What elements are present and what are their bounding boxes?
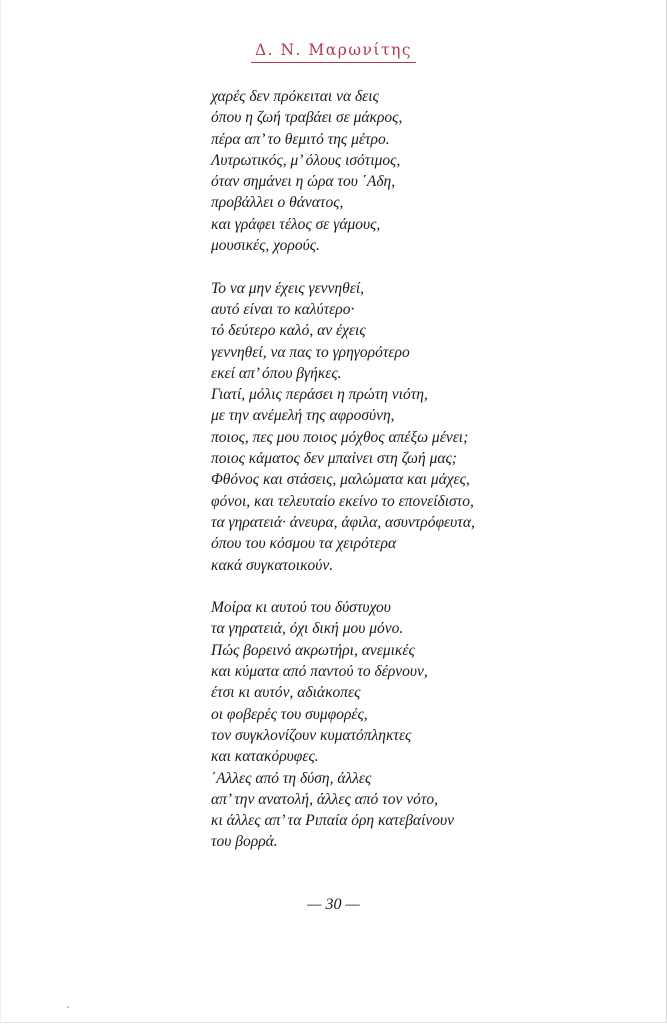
poem-line: Λυτρωτικός, μ’ όλους ισότιμος, bbox=[211, 151, 401, 169]
poem-line: προβάλλει ο θάνατος, bbox=[211, 194, 344, 212]
poem-line: τό δεύτερο καλό, αν έχεις bbox=[211, 322, 366, 340]
poem-line: όπου η ζωή τραβάει σε μάκρος, bbox=[211, 109, 403, 127]
poem-line: τα γηρατειά, όχι δική μου μόνο. bbox=[211, 620, 404, 638]
page-number: — 30 — bbox=[307, 896, 360, 913]
poem-line: χαρές δεν πρόκειται να δεις bbox=[211, 88, 379, 105]
poem-line: του βορρά. bbox=[211, 833, 278, 851]
poem-body bbox=[211, 86, 651, 853]
poem-line: με την ανέμελή της αφροσύνη, bbox=[211, 407, 395, 425]
poem-line: ποιος κάματος δεν μπαίνει στη ζωή μας; bbox=[211, 450, 457, 468]
poem-line: Φθόνος και στάσεις, μαλώματα και μάχες, bbox=[211, 471, 470, 489]
poem-line: εκεί απ’ όπου βγήκες. bbox=[211, 364, 342, 382]
paper-speck bbox=[67, 1006, 69, 1008]
poem-line: όταν σημάνει η ώρα του ΄Αδη, bbox=[211, 173, 396, 191]
poem-line: πέρα απ’ το θεμιτό της μέτρο. bbox=[211, 130, 390, 148]
poem-line: φόνοι, και τελευταίο εκείνο το επονείδιστο, bbox=[211, 492, 474, 510]
poem-line: τα γηρατειά· άνευρα, άφιλα, ασυντρόφευτα, bbox=[211, 513, 475, 531]
poem-line: και κατακόρυφες. bbox=[211, 748, 319, 766]
poem-line: τον συγκλονίζουν κυματόπληκτες bbox=[211, 726, 412, 744]
poem-stanza bbox=[211, 278, 651, 576]
poem-stanza bbox=[211, 597, 651, 853]
poem-line: απ’ την ανατολή, άλλες από τον νότο, bbox=[211, 790, 439, 808]
poem-line: μουσικές, χορούς. bbox=[211, 237, 320, 255]
poem-line: έτσι κι αυτόν, αδιάκοπες bbox=[211, 684, 361, 702]
poem-line: Το να μην έχεις γεννηθεί, bbox=[211, 279, 365, 297]
poem-line: οι φοβερές του συμφορές, bbox=[211, 705, 368, 723]
poem-line: όπου του κόσμου τα χειρότερα bbox=[211, 535, 397, 553]
poem-line: κι άλλες απ’ τα Ριπαία όρη κατεβαίνουν bbox=[211, 812, 454, 830]
poem-line: ποιος, πες μου ποιος μόχθος απέξω μένει; bbox=[211, 428, 469, 446]
running-title: Δ. Ν. Μαρωνίτης bbox=[251, 40, 416, 63]
poem-line: κακά συγκατοικούν. bbox=[211, 556, 334, 574]
poem-line: αυτό είναι το καλύτερο· bbox=[211, 300, 355, 318]
poem-line: ΄Αλλες από τη δύση, άλλες bbox=[211, 769, 372, 787]
poem-line: Μοίρα κι αυτού του δύστυχου bbox=[211, 599, 391, 617]
poem-stanza bbox=[211, 86, 651, 256]
running-header bbox=[1, 40, 666, 63]
poem-line: και γράφει τέλος σε γάμους, bbox=[211, 215, 381, 233]
poem-line: Γιατί, μόλις περάσει η πρώτη νιότη, bbox=[211, 386, 428, 404]
poem-line: και κύματα από παντού το δέρνουν, bbox=[211, 663, 428, 681]
poem-line: Πώς βορεινό ακρωτήρι, ανεμικές bbox=[211, 641, 415, 659]
poem-line: γεννηθεί, να πας το γρηγορότερο bbox=[211, 343, 410, 361]
